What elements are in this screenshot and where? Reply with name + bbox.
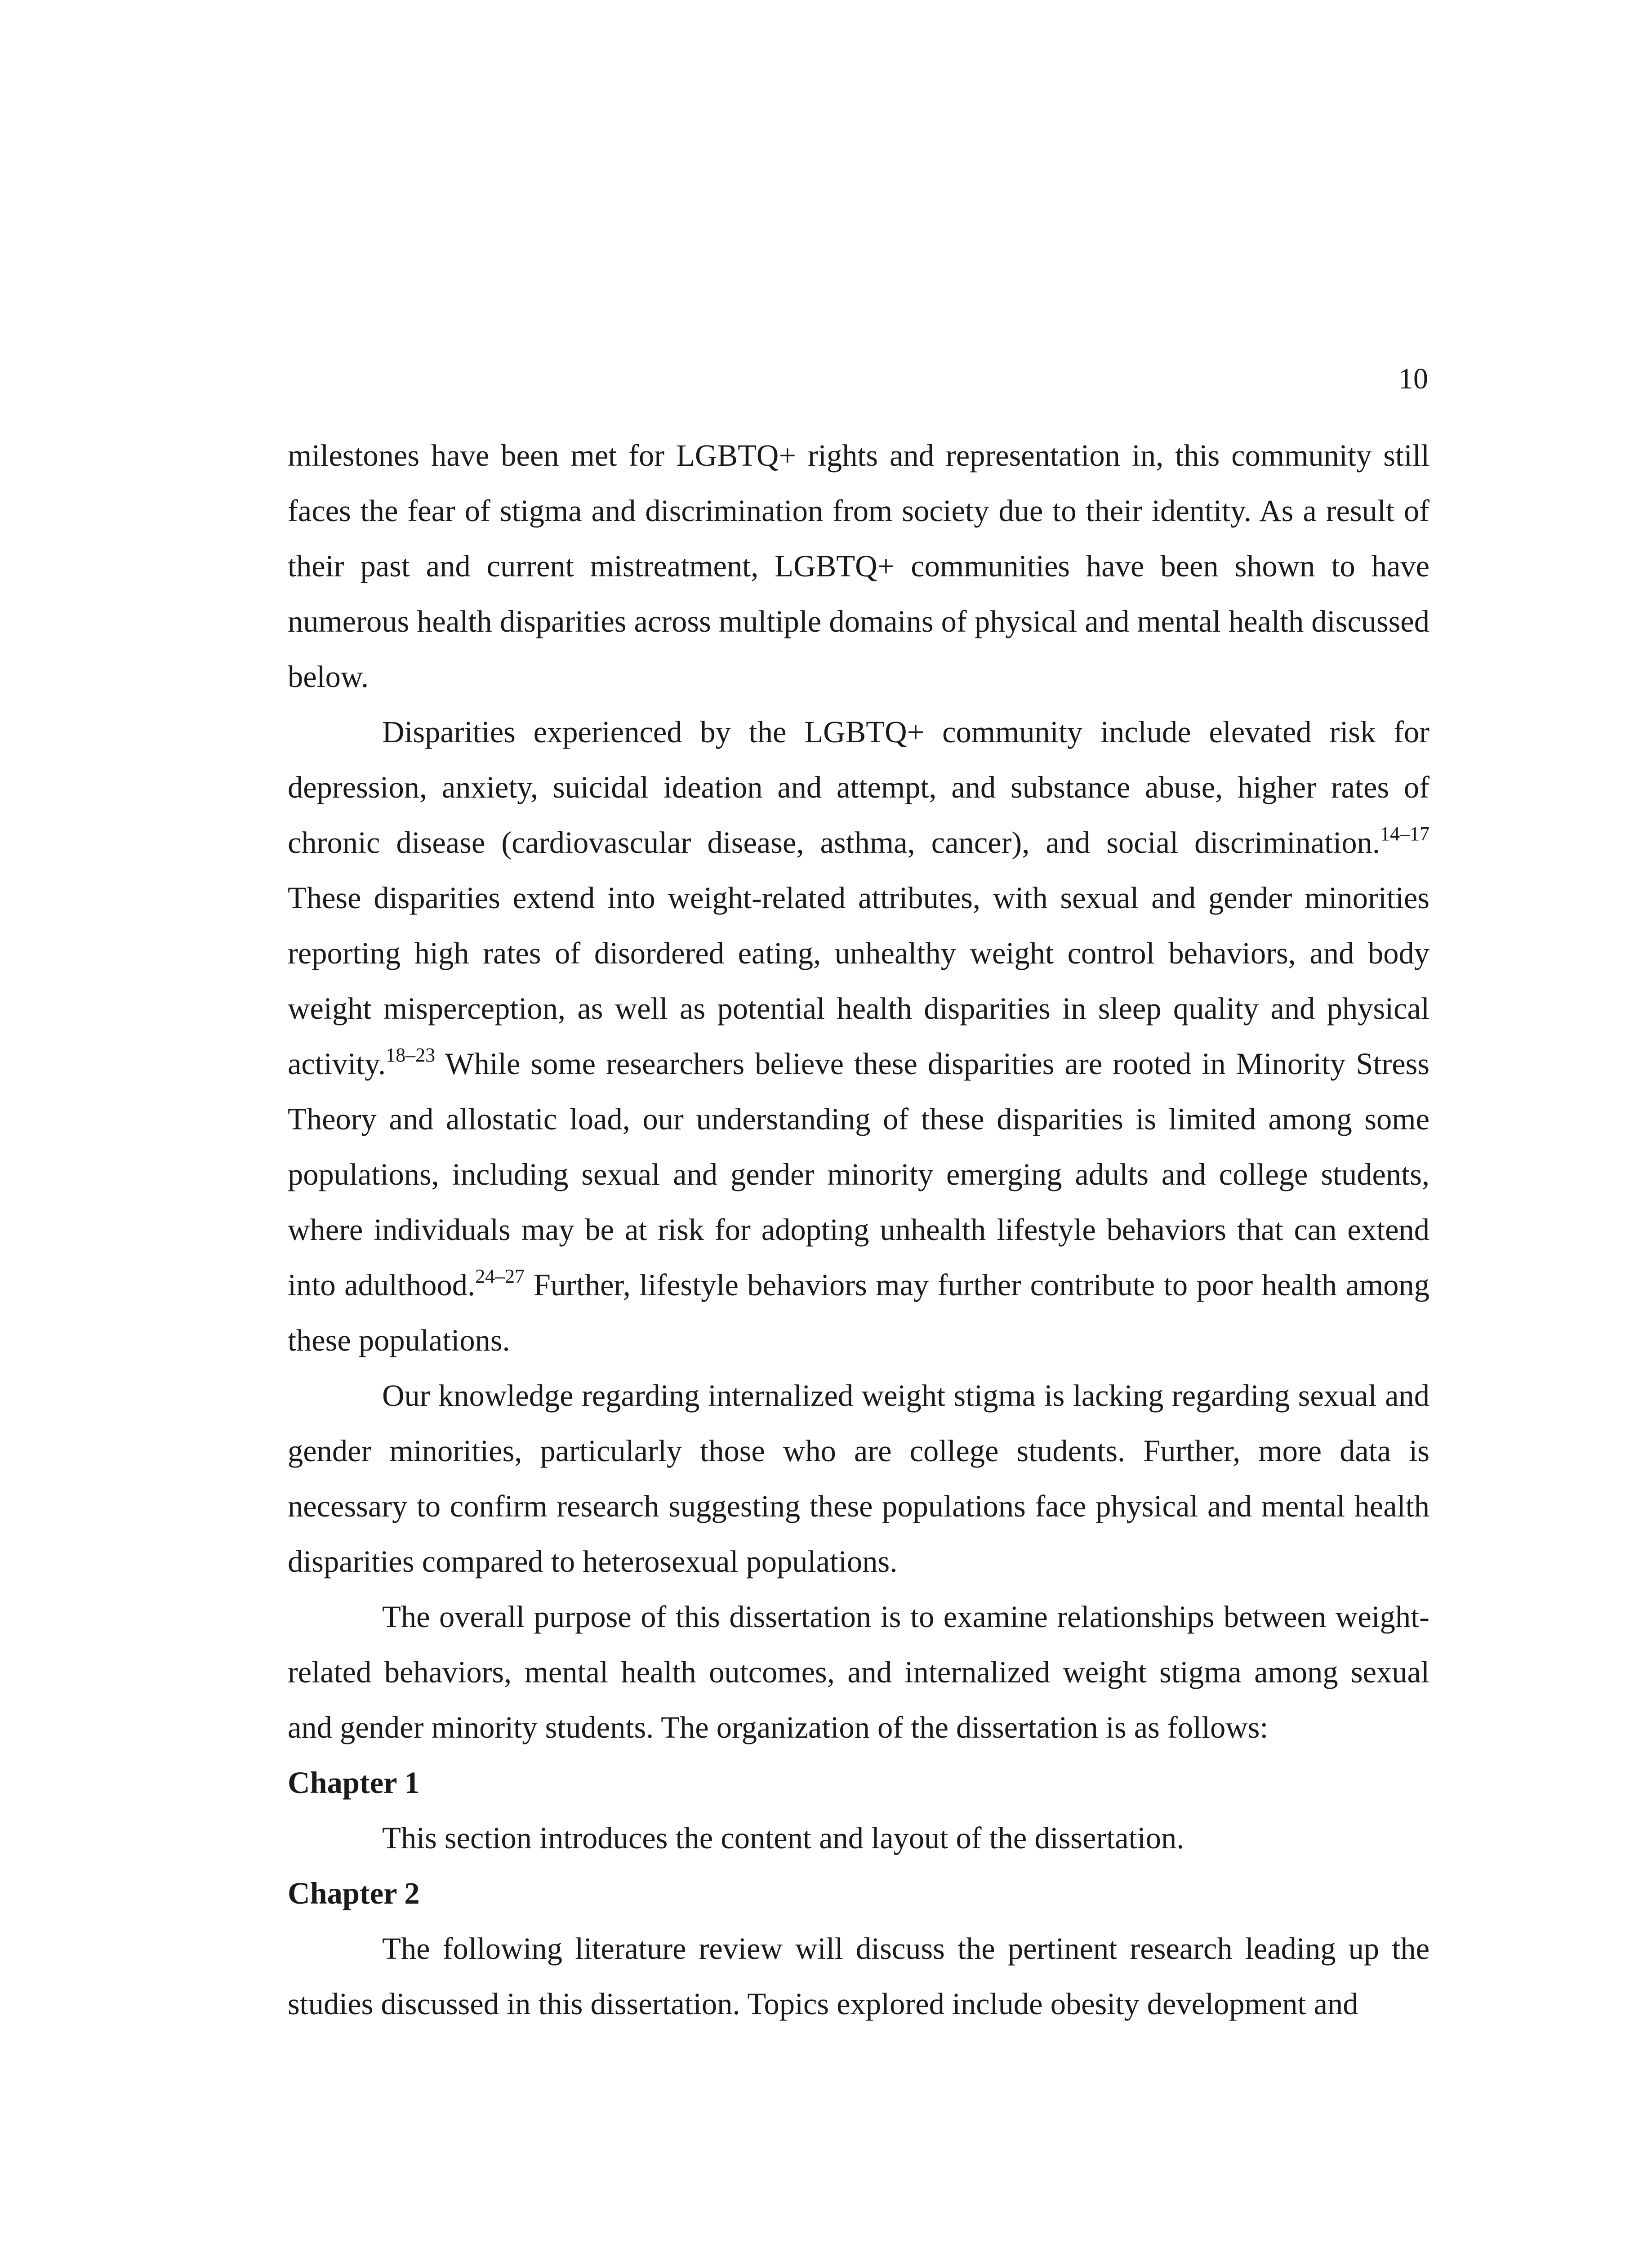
paragraph-knowledge: Our knowledge regarding internalized weight stigma is lacking regarding sexual and gender minorities, particularly those who are college students. Further, more data is necessary to confirm research suggesting these populations face physical and mental health disparities compared to heterosexual populations.	[288, 1378, 1429, 1579]
section-text-chapter-2: The following literature review will discuss the pertinent research leading up the studies discussed in this dissertation. Topics explored include obesity development and	[288, 1931, 1429, 2021]
paragraph-text: While some researchers believe these disparities are rooted in Minority Stress Theory and allostatic load, our understanding of these disparities is limited among some populations, including sexual and gender minority emerging adults and college students, where individuals may be at risk for adopting unhealth lifestyle behaviors that can extend into adulthood.	[288, 1047, 1429, 1302]
section-text-chapter-1: This section introduces the content and layout of the dissertation.	[382, 1821, 1184, 1855]
paragraph-text: Disparities experienced by the LGBTQ+ community include elevated risk for depression, anxiety, suicidal ideation and attempt, and substance abuse, higher rates of chronic disease (cardiovascular disease, asthma, cancer), and social discrimination.	[288, 715, 1429, 860]
section-heading-chapter-1: Chapter 1	[288, 1766, 420, 1800]
page-number: 10	[1398, 362, 1428, 395]
paragraph-continuation: milestones have been met for LGBTQ+ rights and representation in, this community still faces the fear of stigma and discrimination from society due to their identity. As a result of their past and current mistreatment, LGBTQ+ communities have been shown to have numerous health disparities across multiple domains of physical and mental health discussed below.	[288, 438, 1429, 694]
paragraph-disparities	[288, 705, 1429, 1368]
citation-superscript: 14–17	[1380, 823, 1429, 845]
citation-superscript: 24–27	[475, 1265, 525, 1287]
document-body	[288, 428, 1429, 2032]
paragraph-text: These disparities extend into weight-related attributes, with sexual and gender minorities reporting high rates of disordered eating, unhealthy weight control behaviors, and body weight misperception, as well as potential health disparities in sleep quality and physical activity.	[288, 881, 1429, 1081]
paragraph-purpose: The overall purpose of this dissertation is to examine relationships between weight-related behaviors, mental health outcomes, and internalized weight stigma among sexual and gender minority students. The organization of the dissertation is as follows:	[288, 1600, 1429, 1744]
paragraph-text: Further, lifestyle behaviors may further contribute to poor health among these populations.	[288, 1268, 1429, 1357]
section-heading-chapter-2: Chapter 2	[288, 1876, 420, 1910]
citation-superscript: 18–23	[386, 1044, 436, 1066]
